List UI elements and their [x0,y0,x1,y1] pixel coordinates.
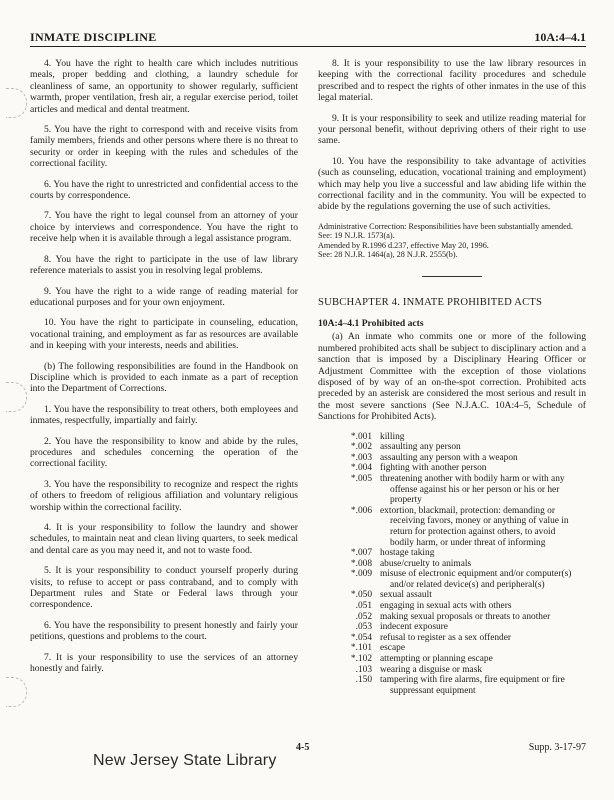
act-description: sexual assault [380,590,432,601]
paragraph: 3. You have the responsibility to recognize and respect the rights of others to freedom of religious affiliation and voluntary religious worship within the correctional facility. [30,478,298,513]
act-row [336,548,580,559]
act-row [336,590,580,601]
header-title: INMATE DISCIPLINE [30,30,157,44]
paragraph: 1. You have the responsibility to treat others, both employees and inmates, respectfully, impartially and fairly. [30,403,298,427]
act-code: *.001 [350,431,372,442]
prohibited-acts-list [336,432,580,697]
act-row [336,453,580,464]
act-code: *.006 [350,505,372,516]
act-code: *.004 [350,463,372,474]
paragraph: 5. You have the right to correspond with and receive visits from family members, friends and other persons where there is no threat to security or order in keeping with the rules and schedules of the correctional facility. [30,124,298,170]
act-row [336,474,580,506]
act-description: indecent exposure [380,622,448,633]
left-column [30,58,298,683]
paragraph: (b) The following responsibilities are found in the Handbook on Discipline which is provided to each inmate as a part of reception into the Department of Corrections. [30,360,298,395]
paragraph: 5. It is your responsibility to conduct yourself properly during visits, to refuse to accept or pass contraband, and to comply with Department rules and State or Federal laws through your correspondence. [30,565,298,611]
act-description: refusal to register as a sex offender [380,632,512,643]
act-row [336,633,580,644]
punch-hole-mark [6,88,27,118]
paragraph: 8. It is your responsibility to use the law library resources in keeping with the correctional facility procedures and schedule prescribed and to respect the rights of other inmates in the use of this legal material. [318,58,586,104]
act-code: *.102 [350,654,372,665]
section-heading: 10A:4–4.1 Prohibited acts [318,317,424,329]
punch-hole-mark [6,382,27,412]
paragraph: 4. You have the right to health care which includes nutritious meals, proper bedding and clothing, a laundry schedule for cleanliness of same, an opportunity to shower regularly, sufficient warmth, proper ventilation, fresh air, a regular exercise period, toilet articles and medical and dental treatment. [30,58,298,115]
act-description: misuse of electronic equipment and/or computer(s) and/or related device(s) and peripheral(s) [380,569,572,590]
act-row [336,559,580,570]
act-description: threatening another with bodily harm or with any offense against his or her person or his or her property [380,473,565,506]
punch-hole-mark [6,677,27,707]
act-row [336,569,580,590]
paragraph: 10. You have the right to participate in counseling, education, vocational training, and employment as far as resources are available and in keeping with your interests, needs and abilities. [30,317,298,352]
act-description: making sexual proposals or threats to another [380,611,551,622]
paragraph: 9. It is your responsibility to seek and utilize reading material for your personal benefit, without depriving others of their right to use same. [318,112,586,147]
act-row [336,675,580,696]
running-header [30,28,586,47]
act-row [336,432,580,443]
act-description: abuse/cruelty to animals [380,558,472,569]
act-row [336,506,580,548]
act-description: engaging in sexual acts with others [380,601,512,612]
act-description: assaulting any person [380,442,461,453]
act-code: *.005 [350,473,372,484]
act-description: wearing a disguise or mask [380,664,483,675]
section-text: (a) An inmate who commits one or more of the following numbered prohibited acts shall be subject to disciplinary action and a sanction that is imposed by a Disciplinary Hearing Officer or Adjustment Committee with the exception of those violations disposed of by way of an on-the-spot correction. Prohibited acts preceded by an asterisk are considered the most serious and result in the most severe sanctions (See N.J.A.C. 10A:4–5, Schedule of Sanctions for Prohibited Acts). [318,331,586,423]
act-code: .053 [355,622,372,633]
act-row [336,463,580,474]
act-code: *.054 [350,632,372,643]
history-notes [318,222,586,260]
act-row [336,622,580,633]
act-code: *.002 [350,442,372,453]
paragraph: 8. You have the right to participate in the use of law library reference materials to assist you in resolving legal problems. [30,253,298,277]
page-number: 4-5 [296,742,310,753]
act-code: .052 [355,611,372,622]
history-note: See: 28 N.J.R. 1464(a), 28 N.J.R. 2555(b). [318,250,458,260]
right-column [318,58,586,696]
act-code: .103 [355,664,372,675]
act-code: .150 [355,675,372,686]
act-description: fighting with another person [380,463,487,474]
act-description: killing [380,431,405,442]
act-description: hostage taking [380,548,435,559]
history-note: Amended by R.1996 d.237, effective May 20, 1996. [318,240,489,250]
act-code: *.050 [350,590,372,601]
act-row [336,601,580,612]
paragraph: 2. You have the responsibility to know and abide by the rules, procedures and schedules concerning the operation of the correctional facility. [30,435,298,470]
header-citation: 10A:4–4.1 [534,30,586,44]
paragraph: 9. You have the right to a wide range of reading material for educational purposes and for your own enjoyment. [30,285,298,308]
library-stamp: New Jersey State Library [93,752,277,769]
act-description: assaulting any person with a weapon [380,452,518,463]
act-row [336,612,580,623]
act-code: .051 [355,601,372,612]
supplement-date: Supp. 3-17-97 [528,742,586,753]
act-description: tampering with fire alarms, fire equipment or fire suppressant equipment [380,675,565,696]
act-code: *.007 [350,548,372,559]
history-note: See: 19 N.J.R. 1573(a). [318,231,395,241]
act-description: extortion, blackmail, protection: demanding or receiving favors, money or anything of value in return for protection against others, to avoid bodily harm, or under threat of informing [380,505,569,548]
act-code: *.003 [350,452,372,463]
act-row [336,442,580,453]
act-code: *.009 [350,569,372,580]
paragraph: 4. It is your responsibility to follow the laundry and shower schedules, to maintain neat and clean living quarters, to seek medical and dental care as you may need it, and not to waste food. [30,522,298,556]
subchapter-heading: SUBCHAPTER 4. INMATE PROHIBITED ACTS [318,296,543,308]
act-row [336,643,580,654]
paragraph: 10. You have the responsibility to take advantage of activities (such as counseling, education, vocational training and employment) which may help you live a successful and law abiding life within the correctional facility and in the community. You will be expected to abide by the regulations governing the use of such activities. [318,155,586,213]
paragraph: 6. You have the right to unrestricted and confidential access to the courts by correspondence. [30,178,298,202]
act-description: escape [380,643,405,654]
paragraph: 6. You have the responsibility to present honestly and fairly your petitions, questions and problems to the court. [30,619,298,643]
paragraph: 7. It is your responsibility to use the services of an attorney honestly and fairly. [30,651,298,675]
paragraph: 7. You have the right to legal counsel from an attorney of your choice by interviews and correspondence. You have the right to receive help when it is available through a legal assistance program. [30,210,298,245]
section-divider [422,276,482,277]
history-note: Administrative Correction: Responsibilities have been substantially amended. [318,221,573,231]
act-row [336,665,580,676]
act-code: *.008 [350,558,372,569]
act-code: *.101 [350,643,372,654]
act-row [336,654,580,665]
act-description: attempting or planning escape [380,654,493,665]
